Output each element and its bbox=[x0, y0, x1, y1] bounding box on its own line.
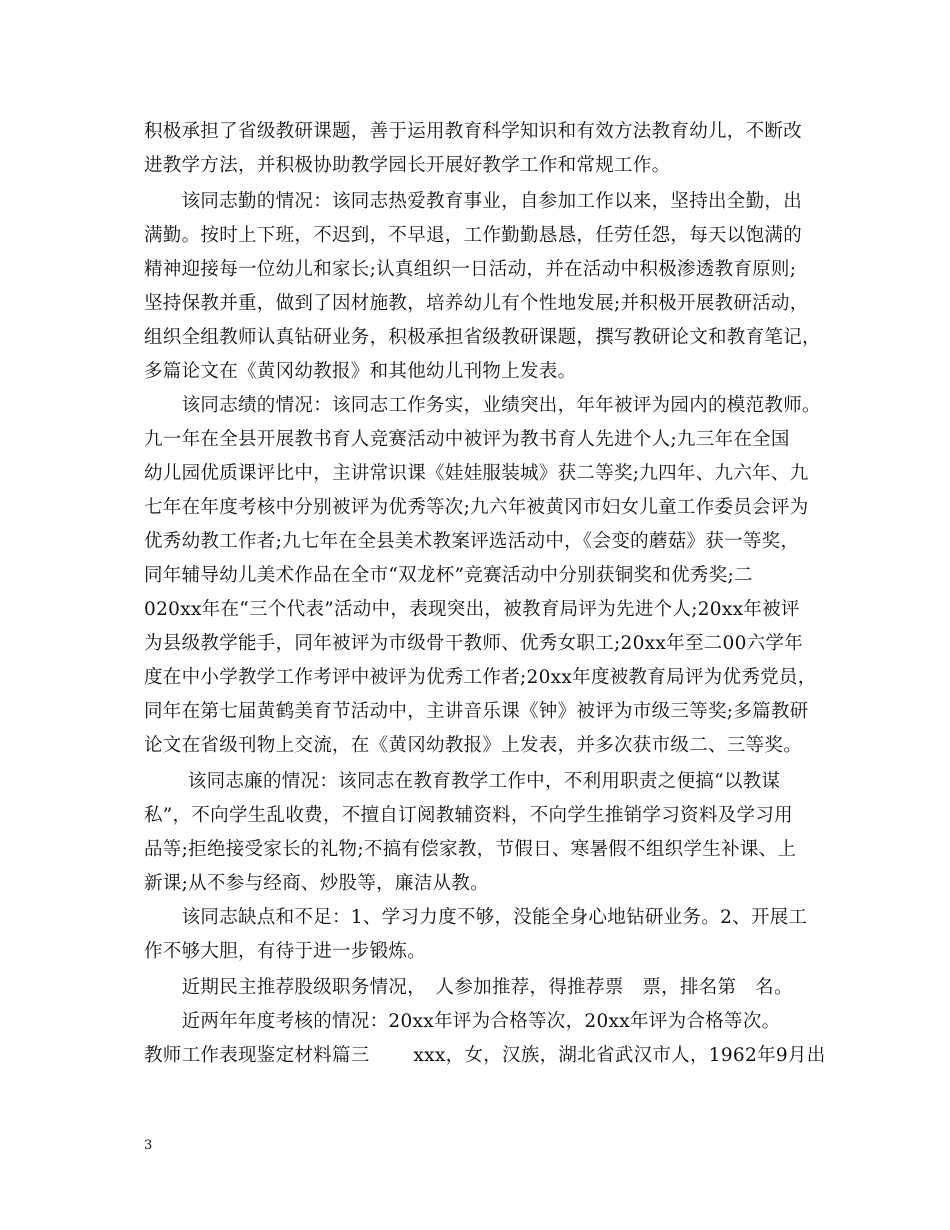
text-line: 020xx年在“三个代表”活动中，表现突出，被教育局评为先进个人;20xx年被评 bbox=[144, 599, 800, 620]
text-line: 组织全组教师认真钻研业务，积极承担省级教研课题，撰写教研论文和教育笔记， bbox=[144, 327, 821, 348]
text-line: 度在中小学教学工作考评中被评为优秀工作者;20xx年度被教育局评为优秀党员， bbox=[144, 667, 817, 688]
text-line: 新课;从不参与经商、炒股等，廉洁从教。 bbox=[144, 873, 489, 894]
page-number: 3 bbox=[144, 1138, 153, 1153]
text-line: 论文在省级刊物上交流，在《黄冈幼教报》上发表，并多次获市级二、三等奖。 bbox=[144, 735, 803, 756]
text-line: 近期民主推荐股级职务情况， 人参加推荐，得推荐票 票，排名第 名。 bbox=[144, 977, 793, 998]
text-line: 同年辅导幼儿美术作品在全市“双龙杯”竞赛活动中分别获铜奖和优秀奖;二 bbox=[144, 565, 753, 586]
text-line: 进教学方法，并积极协助教学园长开展好教学工作和常规工作。 bbox=[144, 155, 671, 176]
text-line: 该同志勤的情况：该同志热爱教育事业，自参加工作以来，坚持出全勤，出 bbox=[144, 191, 803, 212]
text-line: 坚持保教并重，做到了因材施教，培养幼儿有个性地发展;并积极开展教研活动， bbox=[144, 293, 809, 314]
text-line: 作不够大胆，有待于进一步锻炼。 bbox=[144, 941, 427, 962]
text-line: 精神迎接每一位幼儿和家长;认真组织一日活动，并在活动中积极渗透教育原则; bbox=[144, 259, 797, 280]
text-line: 该同志缺点和不足：1、学习力度不够，没能全身心地钻研业务。2、开展工 bbox=[144, 907, 808, 928]
text-line: 七年在年度考核中分别被评为优秀等次;九六年被黄冈市妇女儿童工作委员会评为 bbox=[144, 497, 809, 518]
text-line: 满勤。按时上下班，不迟到，不早退，工作勤勤恳恳，任劳任怨，每天以饱满的 bbox=[144, 225, 803, 246]
text-line: 同年在第七届黄鹤美育节活动中，主讲音乐课《钟》被评为市级三等奖;多篇教研 bbox=[144, 701, 809, 722]
text-line: 该同志廉的情况：该同志在教育教学工作中，不利用职责之便搞“以教谋 bbox=[144, 771, 781, 792]
text-line: 品等;拒绝接受家长的礼物;不搞有偿家教，节假日、寒暑假不组织学生补课、上 bbox=[144, 839, 797, 860]
text-line: 多篇论文在《黄冈幼教报》和其他幼儿刊物上发表。 bbox=[144, 361, 577, 382]
text-line: 近两年年度考核的情况：20xx年评为合格等次，20xx年评为合格等次。 bbox=[144, 1011, 781, 1032]
text-line: 教师工作表现鉴定材料篇三 xxx，女，汉族，湖北省武汉市人，1962年9月出 bbox=[144, 1045, 826, 1066]
text-line: 优秀幼教工作者;九七年在全县美术教案评选活动中，《会变的蘑菇》获一等奖， bbox=[144, 531, 800, 552]
text-line: 该同志绩的情况：该同志工作务实，业绩突出，年年被评为园内的模范教师。 bbox=[144, 395, 821, 416]
text-line: 私”，不向学生乱收费，不擅自订阅教辅资料，不向学生推销学习资料及学习用 bbox=[144, 805, 793, 826]
text-line: 九一年在全县开展教书育人竞赛活动中被评为教书育人先进个人;九三年在全国 bbox=[144, 429, 790, 450]
text-line: 积极承担了省级教研课题，善于运用教育科学知识和有效方法教育幼儿，不断改 bbox=[144, 121, 803, 142]
text-line: 为县级教学能手，同年被评为市级骨干教师、优秀女职工;20xx年至二00六学年 bbox=[144, 633, 804, 654]
text-line: 幼儿园优质课评比中，主讲常识课《娃娃服装城》获二等奖;九四年、九六年、九 bbox=[144, 463, 809, 484]
